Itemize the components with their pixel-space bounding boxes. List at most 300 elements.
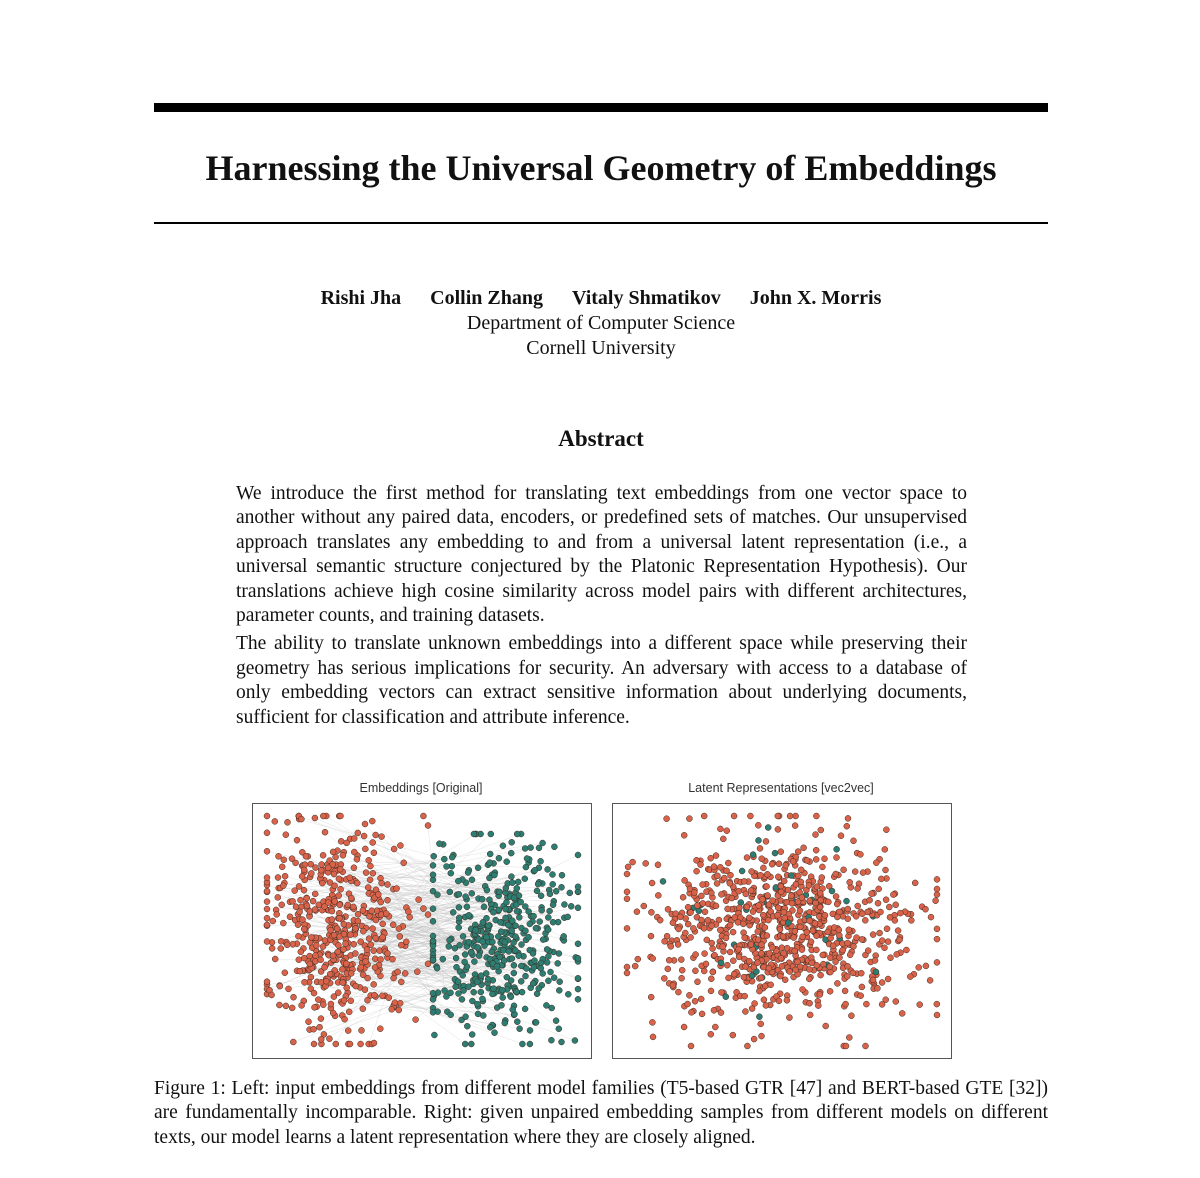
gte-embedding-point <box>517 1026 523 1032</box>
latent-point <box>859 984 865 990</box>
latent-point <box>693 952 699 958</box>
latent-point <box>624 871 630 877</box>
latent-point <box>859 936 865 942</box>
latent-point <box>736 946 742 952</box>
gte-embedding-point <box>430 918 436 924</box>
gtr-embedding-point <box>293 860 299 866</box>
gtr-embedding-point <box>338 886 344 892</box>
latent-point <box>643 860 649 866</box>
gtr-embedding-point <box>416 897 422 903</box>
latent-point <box>863 1001 869 1007</box>
gtr-embedding-point <box>354 856 360 862</box>
gte-embedding-point <box>561 933 567 939</box>
latent-point <box>718 891 724 897</box>
gtr-embedding-point <box>348 932 354 938</box>
latent-point <box>778 883 784 889</box>
latent-point <box>778 849 784 855</box>
gte-embedding-point <box>430 862 436 868</box>
latent-point <box>750 852 756 858</box>
gte-embedding-point <box>480 919 486 925</box>
gtr-embedding-point <box>402 970 408 976</box>
gtr-embedding-point <box>297 968 303 974</box>
latent-point <box>685 921 691 927</box>
gte-embedding-point <box>547 908 553 914</box>
latent-point <box>709 923 715 929</box>
gtr-embedding-point <box>342 1016 348 1022</box>
latent-point <box>708 976 714 982</box>
latent-point <box>758 872 764 878</box>
latent-point <box>777 927 783 933</box>
latent-point <box>709 940 715 946</box>
gte-embedding-point <box>534 888 540 894</box>
latent-point <box>749 1006 755 1012</box>
latent-point <box>690 925 696 931</box>
gtr-embedding-point <box>312 1004 318 1010</box>
latent-point <box>827 988 833 994</box>
latent-point <box>725 906 731 912</box>
gtr-embedding-point <box>396 1007 402 1013</box>
gtr-embedding-point <box>318 1036 324 1042</box>
gtr-embedding-point <box>414 969 420 975</box>
gte-embedding-point <box>504 859 510 865</box>
latent-point <box>863 1043 869 1049</box>
gtr-embedding-point <box>264 939 270 945</box>
gte-embedding-point <box>533 1019 539 1025</box>
latent-point <box>879 938 885 944</box>
latent-point <box>649 1019 655 1025</box>
latent-point <box>742 993 748 999</box>
latent-point <box>713 853 719 859</box>
latent-point <box>763 1002 769 1008</box>
gtr-embedding-point <box>341 997 347 1003</box>
latent-point <box>726 975 732 981</box>
gte-embedding-point <box>551 844 557 850</box>
gte-embedding-point <box>544 946 550 952</box>
latent-point <box>851 943 857 949</box>
gte-embedding-point <box>508 994 514 1000</box>
gtr-embedding-point <box>336 893 342 899</box>
gte-embedding-point <box>468 949 474 955</box>
latent-point <box>934 936 940 942</box>
latent-point <box>730 929 736 935</box>
latent-point <box>699 917 705 923</box>
latent-point <box>675 942 681 948</box>
latent-point <box>793 967 799 973</box>
figure-caption: Figure 1: Left: input embeddings from different model families (T5-based GTR [47] and BERT-based GTE [32]) are fundamentally incomparable. Right: given unpaired embedding samples from different models on different texts, our model learns a latent representation where they are closely aligned. <box>154 1078 1048 1148</box>
gtr-embedding-point <box>351 836 357 842</box>
latent-point <box>624 964 630 970</box>
gte-embedding-point <box>488 831 494 837</box>
gtr-embedding-point <box>392 1000 398 1006</box>
latent-point <box>793 881 799 887</box>
gtr-embedding-point <box>391 846 397 852</box>
gtr-embedding-point <box>320 813 326 819</box>
gte-embedding-point <box>548 969 554 975</box>
latent-point <box>741 878 747 884</box>
latent-point <box>813 947 819 953</box>
gtr-embedding-point <box>368 942 374 948</box>
latent-point <box>775 813 781 819</box>
gte-embedding-point <box>479 896 485 902</box>
gte-embedding-point <box>471 831 477 837</box>
gtr-embedding-point <box>396 926 402 932</box>
latent-point <box>641 903 647 909</box>
latent-point <box>702 909 708 915</box>
latent-point <box>749 973 755 979</box>
gte-embedding-point <box>572 1038 578 1044</box>
gte-embedding-point <box>553 888 559 894</box>
latent-point <box>807 1012 813 1018</box>
gtr-embedding-point <box>397 934 403 940</box>
gtr-embedding-point <box>329 917 335 923</box>
gte-embedding-point <box>513 934 519 940</box>
latent-point <box>907 974 913 980</box>
gte-embedding-point <box>523 864 529 870</box>
gtr-embedding-point <box>264 922 270 928</box>
gtr-embedding-point <box>380 921 386 927</box>
latent-point <box>852 869 858 875</box>
gtr-embedding-point <box>362 846 368 852</box>
latent-point <box>845 963 851 969</box>
latent-point <box>785 887 791 893</box>
gtr-embedding-point <box>294 837 300 843</box>
latent-point <box>810 928 816 934</box>
latent-point <box>812 920 818 926</box>
latent-point <box>797 924 803 930</box>
gte-embedding-point <box>533 925 539 931</box>
latent-point <box>680 894 686 900</box>
gte-embedding-point <box>518 899 524 905</box>
latent-point <box>744 904 750 910</box>
gte-embedding-point <box>448 990 454 996</box>
gte-embedding-point <box>522 876 528 882</box>
latent-point <box>784 997 790 1003</box>
gtr-embedding-point <box>337 866 343 872</box>
gte-embedding-point <box>540 937 546 943</box>
latent-point <box>632 963 638 969</box>
latent-point <box>834 846 840 852</box>
gte-embedding-point <box>550 919 556 925</box>
gte-embedding-point <box>575 975 581 981</box>
latent-point <box>770 898 776 904</box>
latent-point <box>665 966 671 972</box>
gte-embedding-point <box>434 965 440 971</box>
gtr-embedding-point <box>292 888 298 894</box>
gtr-embedding-point <box>355 830 361 836</box>
gte-embedding-point <box>522 1006 528 1012</box>
gte-embedding-point <box>498 929 504 935</box>
gtr-embedding-point <box>320 944 326 950</box>
gtr-embedding-point <box>297 909 303 915</box>
latent-point <box>890 892 896 898</box>
gtr-embedding-point <box>333 1041 339 1047</box>
gte-embedding-point <box>514 831 520 837</box>
latent-point <box>731 813 737 819</box>
gte-embedding-point <box>494 963 500 969</box>
gtr-embedding-point <box>338 838 344 844</box>
gtr-embedding-point <box>299 1002 305 1008</box>
gtr-embedding-point <box>378 957 384 963</box>
latent-point <box>840 947 846 953</box>
latent-point <box>845 906 851 912</box>
latent-point <box>787 969 793 975</box>
gtr-embedding-point <box>301 926 307 932</box>
latent-point <box>844 973 850 979</box>
latent-point <box>760 865 766 871</box>
gte-embedding-point <box>463 1014 469 1020</box>
latent-point <box>848 1013 854 1019</box>
abstract-heading: Abstract <box>558 426 644 451</box>
latent-point <box>844 898 850 904</box>
gte-embedding-point <box>450 909 456 915</box>
latent-point <box>728 872 734 878</box>
gte-embedding-point <box>532 867 538 873</box>
latent-point <box>882 846 888 852</box>
gte-embedding-point <box>575 884 581 890</box>
gtr-embedding-point <box>354 880 360 886</box>
latent-point <box>799 895 805 901</box>
gtr-embedding-point <box>390 956 396 962</box>
gtr-embedding-point <box>363 870 369 876</box>
latent-point <box>744 1043 750 1049</box>
gtr-embedding-point <box>336 876 342 882</box>
latent-point <box>834 901 840 907</box>
department: Department of Computer Science <box>466 312 736 334</box>
gtr-embedding-point <box>328 1001 334 1007</box>
latent-point <box>730 958 736 964</box>
latent-point <box>746 915 752 921</box>
gtr-embedding-point <box>293 904 299 910</box>
gtr-embedding-point <box>275 894 281 900</box>
gte-embedding-point <box>466 939 472 945</box>
gte-embedding-point <box>465 870 471 876</box>
gte-embedding-point <box>500 843 506 849</box>
gtr-embedding-point <box>340 852 346 858</box>
gte-embedding-point <box>512 947 518 953</box>
gtr-embedding-point <box>312 953 318 959</box>
gtr-embedding-point <box>276 1002 282 1008</box>
latent-point <box>772 850 778 856</box>
gtr-embedding-point <box>279 864 285 870</box>
latent-point <box>679 967 685 973</box>
latent-point <box>624 896 630 902</box>
latent-point <box>766 965 772 971</box>
gte-embedding-point <box>500 995 506 1001</box>
gtr-embedding-point <box>304 903 310 909</box>
gtr-embedding-point <box>369 908 375 914</box>
latent-point <box>779 963 785 969</box>
gte-embedding-point <box>575 852 581 858</box>
gtr-embedding-point <box>325 865 331 871</box>
gte-embedding-point <box>568 903 574 909</box>
gte-embedding-point <box>565 991 571 997</box>
latent-point <box>759 856 765 862</box>
gte-embedding-point <box>431 1032 437 1038</box>
gte-embedding-point <box>440 956 446 962</box>
latent-point <box>788 873 794 879</box>
latent-point <box>725 860 731 866</box>
gtr-embedding-point <box>318 957 324 963</box>
latent-point <box>887 914 893 920</box>
gtr-embedding-point <box>373 832 379 838</box>
gtr-embedding-point <box>290 941 296 947</box>
gte-embedding-point <box>466 984 472 990</box>
gte-embedding-point <box>539 907 545 913</box>
gte-embedding-point <box>503 906 509 912</box>
gtr-embedding-point <box>290 1039 296 1045</box>
latent-point <box>828 935 834 941</box>
gtr-embedding-point <box>425 912 431 918</box>
latent-point <box>783 862 789 868</box>
gte-embedding-point <box>430 996 436 1002</box>
latent-point <box>746 958 752 964</box>
gte-embedding-point <box>545 915 551 921</box>
latent-point <box>807 898 813 904</box>
gte-embedding-point <box>508 850 514 856</box>
latent-point <box>634 909 640 915</box>
latent-point <box>648 994 654 1000</box>
gte-embedding-point <box>478 973 484 979</box>
latent-point <box>855 886 861 892</box>
latent-point <box>893 999 899 1005</box>
gtr-embedding-point <box>344 985 350 991</box>
gtr-embedding-point <box>319 862 325 868</box>
latent-point <box>777 973 783 979</box>
gtr-embedding-point <box>370 926 376 932</box>
latent-point <box>787 813 793 819</box>
latent-point <box>756 903 762 909</box>
gte-embedding-point <box>475 944 481 950</box>
latent-point <box>760 896 766 902</box>
gtr-embedding-point <box>370 840 376 846</box>
gtr-embedding-point <box>334 926 340 932</box>
latent-point <box>708 890 714 896</box>
gtr-embedding-point <box>371 850 377 856</box>
gtr-embedding-point <box>264 813 270 819</box>
latent-point <box>779 945 785 951</box>
latent-point <box>834 980 840 986</box>
latent-point <box>758 950 764 956</box>
latent-point <box>756 988 762 994</box>
latent-point <box>875 900 881 906</box>
gtr-embedding-point <box>372 965 378 971</box>
latent-point <box>756 837 762 843</box>
latent-point <box>683 916 689 922</box>
latent-point <box>793 813 799 819</box>
gte-embedding-point <box>503 915 509 921</box>
gtr-embedding-point <box>308 870 314 876</box>
latent-point <box>847 879 853 885</box>
gte-embedding-point <box>527 921 533 927</box>
latent-point <box>698 893 704 899</box>
latent-point <box>678 957 684 963</box>
institution: Cornell University <box>526 337 676 359</box>
latent-point <box>624 925 630 931</box>
latent-point <box>877 930 883 936</box>
gte-embedding-point <box>511 940 517 946</box>
latent-point <box>759 942 765 948</box>
gte-embedding-point <box>531 964 537 970</box>
gtr-embedding-point <box>264 899 270 905</box>
latent-point <box>792 948 798 954</box>
gtr-embedding-point <box>269 945 275 951</box>
gtr-embedding-point <box>351 865 357 871</box>
gtr-embedding-point <box>307 961 313 967</box>
gte-embedding-point <box>536 986 542 992</box>
gtr-embedding-point <box>300 917 306 923</box>
gtr-embedding-point <box>370 870 376 876</box>
gte-embedding-point <box>490 909 496 915</box>
latent-point <box>870 932 876 938</box>
latent-point <box>755 822 761 828</box>
gte-embedding-point <box>431 853 437 859</box>
latent-point <box>720 944 726 950</box>
latent-point <box>923 963 929 969</box>
gte-embedding-point <box>456 904 462 910</box>
gtr-embedding-point <box>296 957 302 963</box>
latent-point <box>661 975 667 981</box>
gtr-embedding-point <box>325 900 331 906</box>
latent-point <box>711 1007 717 1013</box>
gte-embedding-point <box>489 939 495 945</box>
latent-point <box>792 928 798 934</box>
gte-embedding-point <box>553 1018 559 1024</box>
latent-point <box>795 873 801 879</box>
gte-embedding-point <box>485 976 491 982</box>
latent-point <box>665 906 671 912</box>
latent-point <box>827 969 833 975</box>
latent-point <box>762 983 768 989</box>
gte-embedding-point <box>430 906 436 912</box>
gtr-embedding-point <box>328 927 334 933</box>
latent-point <box>765 893 771 899</box>
latent-point <box>801 845 807 851</box>
gtr-embedding-point <box>312 815 318 821</box>
gte-embedding-point <box>503 885 509 891</box>
gte-embedding-point <box>455 878 461 884</box>
gte-embedding-point <box>531 913 537 919</box>
gtr-embedding-point <box>360 1006 366 1012</box>
latent-point <box>648 909 654 915</box>
latent-point <box>870 977 876 983</box>
gte-embedding-point <box>463 894 469 900</box>
gte-embedding-point <box>460 972 466 978</box>
latent-point <box>836 927 842 933</box>
latent-point <box>670 982 676 988</box>
latent-point <box>888 955 894 961</box>
latent-point <box>743 964 749 970</box>
latent-point <box>688 1043 694 1049</box>
latent-point <box>727 880 733 886</box>
latent-point <box>934 1001 940 1007</box>
abstract-paragraph: The ability to translate unknown embeddings into a different space while preserving their geometry has serious implications for security. An adversary with access to a database of only embedding vectors can extract sensitive information about underlying documents, sufficient for classification and attribute inference. <box>236 633 967 728</box>
gte-embedding-point <box>559 1039 565 1045</box>
latent-point <box>741 974 747 980</box>
latent-point <box>776 998 782 1004</box>
latent-point <box>703 961 709 967</box>
latent-point <box>723 935 729 941</box>
gtr-embedding-point <box>377 1026 383 1032</box>
latent-point <box>934 1012 940 1018</box>
gtr-embedding-point <box>366 936 372 942</box>
latent-point <box>813 813 819 819</box>
gtr-embedding-point <box>373 935 379 941</box>
latent-point <box>759 1033 765 1039</box>
latent-point <box>650 956 656 962</box>
latent-point <box>879 1001 885 1007</box>
latent-point <box>662 938 668 944</box>
latent-point <box>850 970 856 976</box>
